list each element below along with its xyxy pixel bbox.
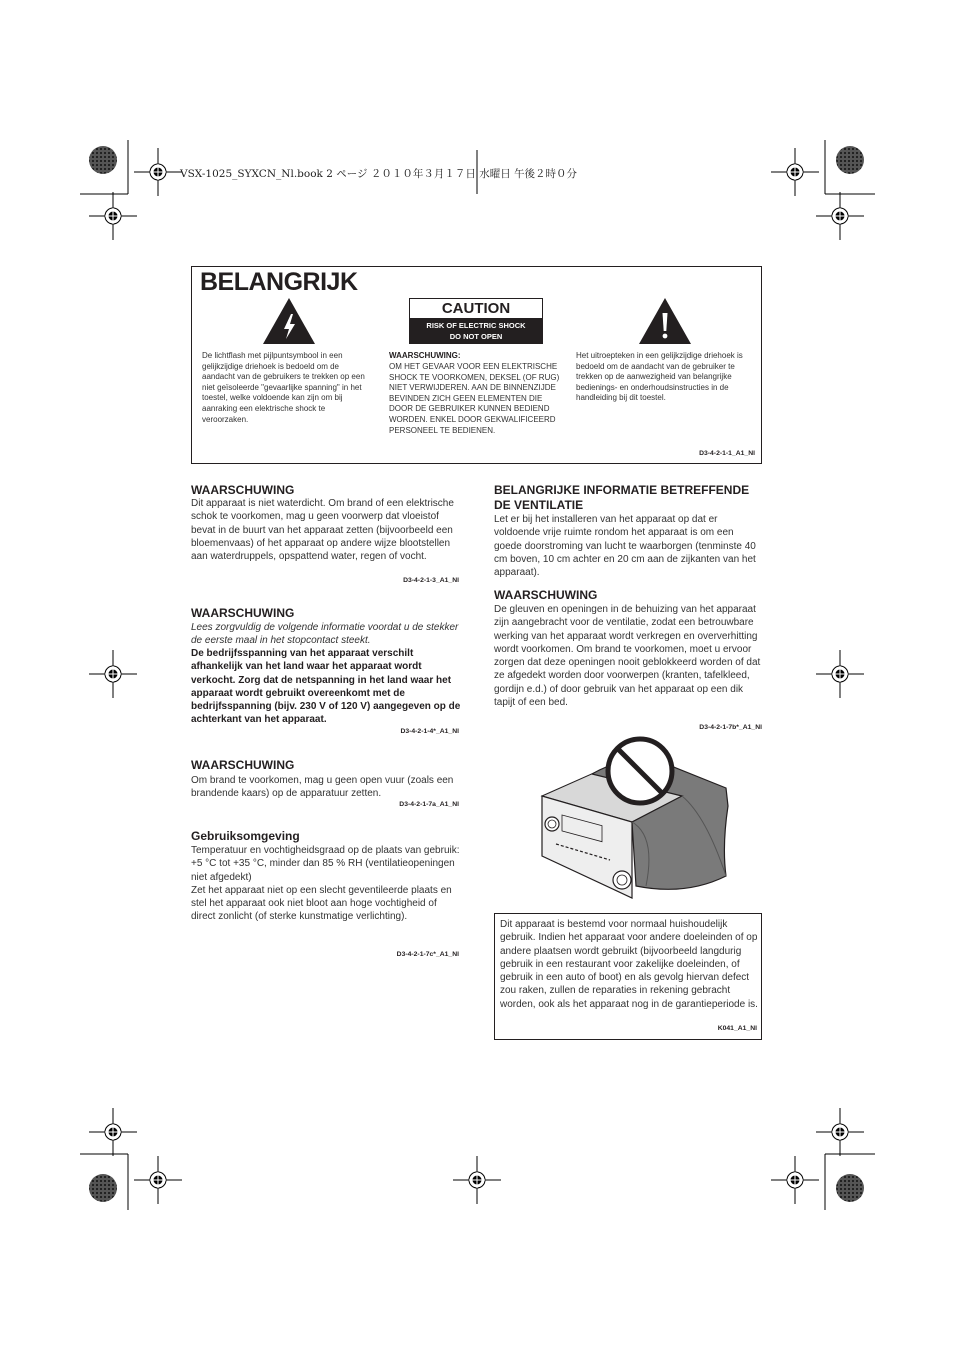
registration-mark-icon xyxy=(134,1156,182,1204)
lightning-warning-icon xyxy=(262,297,316,345)
exclamation-symbol-text: Het uitroepteken in een gelijkzijdige driehoek is bedoeld om de aandacht van de gebruiker te trekken op de aanwezigheid van belangrijke bedienings- en onderhoudsinstructies in de handleiding bij dit toestel. xyxy=(576,351,743,403)
lightning-symbol-text: De lichtflash met pijlpuntsymbool in een gelijkzijdige driehoek is bedoeld om de aandacht van de gebruikers te trekken op een niet geïsoleerde "gevaarlijke spanning" in het toestel, welke voldoende kan zijn om bij aanraking een elektrische shock te veroorzaken. xyxy=(202,351,365,424)
running-head: VSX-1025_SYXCN_Nl.book 2 ページ ２０１０年３月１７日 水曜日 午後２時０分 xyxy=(180,168,578,180)
section-text: Om brand te voorkomen, mag u geen open vuur (zoals een brandende kaars) op de apparatuur zetten. xyxy=(191,775,454,800)
caution-line-2: DO NOT OPEN xyxy=(449,332,503,341)
registration-mark-icon xyxy=(134,148,182,196)
starburst-target-icon xyxy=(89,1174,117,1202)
section-heading: WAARSCHUWING xyxy=(494,588,598,602)
section-heading: Gebruiksomgeving xyxy=(191,829,300,843)
section-text: Temperatuur en vochtigheidsgraad op de plaats van gebruik: +5 °C tot +35 °C, minder dan 85 % RH (ventilatieopeningen niet afgedekt) Zet het apparaat niet op een slecht geventileerde plaats en stel het apparaat ook niet bloot aan hoge vochtigheid of direct zonlicht (of sterke kunstmatige verlichting). xyxy=(191,845,460,923)
warning-text: OM HET GEVAAR VOOR EEN ELEKTRISCHE SHOCK TE VOORKOMEN, DEKSEL (OF RUG) NIET VERWIJDEREN. AAN DE BINNENZIJDE BEVINDEN ZICH GEEN ELEMENTEN DIE DOOR DE GEBRUIKER KUNNEN BEDIEND WORDEN. ENKEL DOOR GEKWALIFICEERD PERSONEEL TE BEDIENEN. xyxy=(389,362,560,435)
caution-subtext xyxy=(410,318,542,343)
section-text: Dit apparaat is niet waterdicht. Om brand of een elektrische schok te voorkomen, mag u geen voorwerp dat vloeistof bevat in de buurt van het apparaat zetten (bijvoorbeeld een bloemenvaas) of het apparaat op andere wijze blootstellen aan waterdruppels, opspattend water, regen of vocht. xyxy=(191,498,454,563)
doc-code: D3-4-2-1-1_A1_Nl xyxy=(699,450,755,457)
caution-line-1: RISK OF ELECTRIC SHOCK xyxy=(426,321,526,330)
section-heading: WAARSCHUWING xyxy=(191,483,295,497)
doc-code: D3-4-2-1-7a_A1_Nl xyxy=(399,801,459,808)
section-bold-text: De bedrijfsspanning van het apparaat verschilt afhankelijk van het land waar het apparaat wordt verkocht. Zorg dat de netspanning in het land waar het apparaat wordt gebruikt overeenkomt met de bedrijfsspanning (bijv. 230 V of 120 V) aangegeven op de achterkant van het apparaat. xyxy=(191,648,461,726)
exclamation-warning-icon xyxy=(638,297,692,345)
registration-mark-icon xyxy=(89,192,137,240)
section-text: De gleuven en openingen in de behuizing van het apparaat zijn aangebracht voor de ventilatie, zodat een betrouwbare werking van het apparaat wordt verkregen en oververhitting wordt voorkomen. Om brand te voorkomen, moet u ervoor zorgen dat deze openingen nooit geblokkeerd worden of dat ze afgedekt worden door voorwerpen (kranten, tafelkleed, gordijn e.d.) of door gebruik van het apparaat op een dik tapijt of een bed. xyxy=(494,604,761,709)
doc-code: D3-4-2-1-7c*_A1_Nl xyxy=(396,951,459,958)
doc-code: D3-4-2-1-7b*_A1_Nl xyxy=(699,724,762,731)
registration-mark-icon xyxy=(771,148,819,196)
registration-mark-icon xyxy=(89,1108,137,1156)
caution-label xyxy=(409,298,543,344)
section-heading: WAARSCHUWING xyxy=(191,606,295,620)
caution-title: CAUTION xyxy=(441,300,511,317)
registration-mark-icon xyxy=(453,1156,501,1204)
starburst-target-icon xyxy=(836,1174,864,1202)
starburst-target-icon xyxy=(836,146,864,174)
starburst-target-icon xyxy=(89,146,117,174)
doc-code: D3-4-2-1-3_A1_Nl xyxy=(403,577,459,584)
page-title: BELANGRIJK xyxy=(200,268,358,296)
note-text: Dit apparaat is bestemd voor normaal huishoudelijk gebruik. Indien het apparaat voor andere doeleinden of op andere plaatsen wordt gebruikt (bijvoorbeeld langdurig gebruik in een restaurant voor zakelijke doeleinden, of gebruik in een auto of boot) en als gevolg hiervan defect zou raken, zullen de reparaties in rekening gebracht worden, ook als het apparaat nog in de garantieperiode is. xyxy=(500,919,758,1010)
registration-mark-icon xyxy=(816,192,864,240)
section-text: Let er bij het installeren van het apparaat op dat er voldoende vrije ruimte rondom het apparaat is om een goede doorstroming van lucht te waarborgen (tenminste 40 cm boven, 10 cm achter en 20 cm aan de zijkanten van het apparaat). xyxy=(494,514,756,579)
registration-mark-icon xyxy=(89,650,137,698)
section-heading: WAARSCHUWING xyxy=(191,758,295,772)
section-heading: BELANGRIJKE INFORMATIE BETREFFENDE DE VENTILATIE xyxy=(494,483,750,512)
doc-code: D3-4-2-1-4*_A1_Nl xyxy=(400,728,459,735)
doc-code: K041_A1_Nl xyxy=(717,1025,757,1032)
section-italic-text: Lees zorgvuldig de volgende informatie voordat u de stekker de eerste maal in het stopcontact steekt. xyxy=(191,622,459,647)
registration-mark-icon xyxy=(816,650,864,698)
warning-heading: WAARSCHUWING: xyxy=(389,351,461,360)
registration-mark-icon xyxy=(771,1156,819,1204)
registration-mark-icon xyxy=(816,1108,864,1156)
covered-receiver-illustration xyxy=(536,736,734,900)
